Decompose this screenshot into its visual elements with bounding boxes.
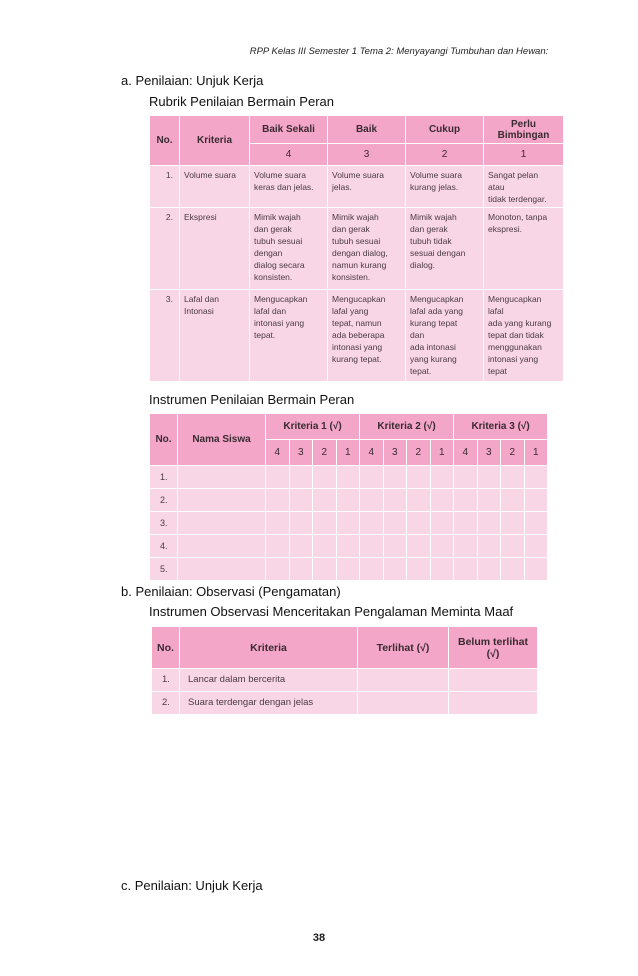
score-cell xyxy=(524,535,548,558)
score-header: 2 xyxy=(501,440,525,466)
score-cell xyxy=(430,489,454,512)
rubric-table xyxy=(149,115,564,382)
rubric-cell: Mimik wajah dan gerak tubuh sesuai dengan dialog, namun kurang konsisten. xyxy=(328,208,406,290)
rubric-level-label: Perlu Bimbingan xyxy=(484,116,564,144)
rubric-row-kriteria: Lafal dan Intonasi xyxy=(180,290,250,382)
score-cell xyxy=(407,558,431,581)
score-cell xyxy=(383,466,407,489)
table-row xyxy=(150,535,548,558)
score-header: 3 xyxy=(477,440,501,466)
score-cell xyxy=(336,489,360,512)
instrument-header-no: No. xyxy=(150,414,178,466)
rubric-cell: Mengucapkan lafal yang tepat, namun ada beberapa intonasi yang kurang tepat. xyxy=(328,290,406,382)
score-cell xyxy=(407,466,431,489)
table-row xyxy=(150,558,548,581)
score-cell xyxy=(289,535,313,558)
score-cell xyxy=(383,558,407,581)
observation-header-terlihat: Terlihat (√) xyxy=(358,627,449,669)
score-cell xyxy=(313,489,337,512)
observation-header-no: No. xyxy=(152,627,180,669)
observation-row-no: 2. xyxy=(152,692,180,715)
score-cell xyxy=(477,489,501,512)
score-header: 1 xyxy=(524,440,548,466)
score-cell xyxy=(360,489,384,512)
rubric-cell: Sangat pelan atau tidak terdengar. xyxy=(484,166,564,208)
rubric-header-no: No. xyxy=(150,116,180,166)
table-row xyxy=(150,208,564,290)
rubric-row-no: 2. xyxy=(150,208,180,290)
table-row xyxy=(150,166,564,208)
student-name-cell xyxy=(178,466,266,489)
table-row xyxy=(150,290,564,382)
score-cell xyxy=(501,535,525,558)
score-cell xyxy=(454,466,478,489)
score-cell xyxy=(289,558,313,581)
instrument-header-nama: Nama Siswa xyxy=(178,414,266,466)
page-number: 38 xyxy=(312,932,326,944)
student-name-cell xyxy=(178,489,266,512)
rubric-level-label: Baik Sekali xyxy=(250,116,328,144)
rubric-cell: Monoton, tanpa ekspresi. xyxy=(484,208,564,290)
instrument-table xyxy=(149,413,548,581)
score-cell xyxy=(336,466,360,489)
score-cell xyxy=(266,466,290,489)
section-a-title: a. Penilaian: Unjuk Kerja xyxy=(121,73,264,88)
score-cell xyxy=(501,512,525,535)
score-cell xyxy=(266,558,290,581)
rubric-row-no: 3. xyxy=(150,290,180,382)
score-cell xyxy=(454,558,478,581)
observation-row-kriteria: Lancar dalam bercerita xyxy=(180,669,358,692)
score-cell xyxy=(266,489,290,512)
rubric-title: Rubrik Penilaian Bermain Peran xyxy=(149,94,334,109)
observation-cell xyxy=(358,669,449,692)
rubric-cell: Volume suara kurang jelas. xyxy=(406,166,484,208)
observation-cell xyxy=(449,692,538,715)
score-cell xyxy=(383,489,407,512)
score-cell xyxy=(336,558,360,581)
score-cell xyxy=(336,512,360,535)
running-header: RPP Kelas III Semester 1 Tema 2: Menyayangi Tumbuhan dan Hewan: xyxy=(249,46,549,57)
rubric-header-kriteria: Kriteria xyxy=(180,116,250,166)
score-cell xyxy=(430,512,454,535)
score-cell xyxy=(454,535,478,558)
observation-cell xyxy=(358,692,449,715)
rubric-level-score: 1 xyxy=(484,144,564,166)
score-cell xyxy=(501,466,525,489)
section-c-title: c. Penilaian: Unjuk Kerja xyxy=(121,878,263,893)
rubric-row-kriteria: Ekspresi xyxy=(180,208,250,290)
score-cell xyxy=(266,535,290,558)
score-cell xyxy=(360,558,384,581)
score-cell xyxy=(501,489,525,512)
score-cell xyxy=(524,558,548,581)
score-header: 3 xyxy=(383,440,407,466)
score-cell xyxy=(289,512,313,535)
score-cell xyxy=(454,512,478,535)
score-cell xyxy=(360,512,384,535)
score-cell xyxy=(477,466,501,489)
rubric-level-label: Baik xyxy=(328,116,406,144)
rubric-cell: Volume suara keras dan jelas. xyxy=(250,166,328,208)
section-b-title: b. Penilaian: Observasi (Pengamatan) xyxy=(121,584,341,599)
table-row xyxy=(152,692,538,715)
rubric-cell: Mimik wajah dan gerak tubuh tidak sesuai dengan dialog. xyxy=(406,208,484,290)
observation-title: Instrumen Observasi Menceritakan Pengalaman Meminta Maaf xyxy=(149,604,514,619)
rubric-cell: Volume suara jelas. xyxy=(328,166,406,208)
instrument-criteria-header: Kriteria 1 (√) xyxy=(266,414,360,440)
score-cell xyxy=(477,535,501,558)
observation-row-kriteria: Suara terdengar dengan jelas xyxy=(180,692,358,715)
instrument-row-no: 4. xyxy=(150,535,178,558)
score-cell xyxy=(313,558,337,581)
score-cell xyxy=(313,512,337,535)
observation-row-no: 1. xyxy=(152,669,180,692)
table-row xyxy=(150,466,548,489)
table-row xyxy=(150,489,548,512)
rubric-level-label: Cukup xyxy=(406,116,484,144)
observation-table xyxy=(151,626,538,715)
score-header: 4 xyxy=(360,440,384,466)
rubric-level-score: 4 xyxy=(250,144,328,166)
score-cell xyxy=(313,535,337,558)
score-header: 4 xyxy=(454,440,478,466)
score-cell xyxy=(454,489,478,512)
score-cell xyxy=(360,535,384,558)
score-cell xyxy=(289,466,313,489)
score-cell xyxy=(266,512,290,535)
score-header: 2 xyxy=(313,440,337,466)
instrument-row-no: 5. xyxy=(150,558,178,581)
rubric-cell: Mengucapkan lafal ada yang kurang tepat dan tidak menggunakan intonasi yang tepat xyxy=(484,290,564,382)
rubric-level-score: 2 xyxy=(406,144,484,166)
score-header: 2 xyxy=(407,440,431,466)
score-cell xyxy=(289,489,313,512)
instrument-row-no: 1. xyxy=(150,466,178,489)
score-cell xyxy=(407,535,431,558)
score-cell xyxy=(383,512,407,535)
rubric-cell: Mengucapkan lafal ada yang kurang tepat dan ada intonasi yang kurang tepat. xyxy=(406,290,484,382)
instrument-title: Instrumen Penilaian Bermain Peran xyxy=(149,392,355,407)
score-cell xyxy=(524,489,548,512)
table-row xyxy=(150,512,548,535)
score-cell xyxy=(477,558,501,581)
rubric-level-score: 3 xyxy=(328,144,406,166)
score-header: 1 xyxy=(336,440,360,466)
rubric-row-no: 1. xyxy=(150,166,180,208)
table-row xyxy=(152,669,538,692)
score-cell xyxy=(477,512,501,535)
score-cell xyxy=(407,489,431,512)
student-name-cell xyxy=(178,535,266,558)
score-header: 1 xyxy=(430,440,454,466)
score-cell xyxy=(524,512,548,535)
rubric-cell: Mengucapkan lafal dan intonasi yang tepat. xyxy=(250,290,328,382)
score-header: 4 xyxy=(266,440,290,466)
score-cell xyxy=(336,535,360,558)
instrument-row-no: 3. xyxy=(150,512,178,535)
student-name-cell xyxy=(178,558,266,581)
score-header: 3 xyxy=(289,440,313,466)
score-cell xyxy=(501,558,525,581)
observation-header-kriteria: Kriteria xyxy=(180,627,358,669)
instrument-row-no: 2. xyxy=(150,489,178,512)
score-cell xyxy=(407,512,431,535)
instrument-criteria-header: Kriteria 3 (√) xyxy=(454,414,548,440)
observation-cell xyxy=(449,669,538,692)
score-cell xyxy=(430,466,454,489)
instrument-criteria-header: Kriteria 2 (√) xyxy=(360,414,454,440)
rubric-row-kriteria: Volume suara xyxy=(180,166,250,208)
score-cell xyxy=(360,466,384,489)
score-cell xyxy=(524,466,548,489)
observation-header-belum: Belum terlihat (√) xyxy=(449,627,538,669)
score-cell xyxy=(430,558,454,581)
score-cell xyxy=(383,535,407,558)
student-name-cell xyxy=(178,512,266,535)
score-cell xyxy=(313,466,337,489)
rubric-cell: Mimik wajah dan gerak tubuh sesuai dengan dialog secara konsisten. xyxy=(250,208,328,290)
score-cell xyxy=(430,535,454,558)
